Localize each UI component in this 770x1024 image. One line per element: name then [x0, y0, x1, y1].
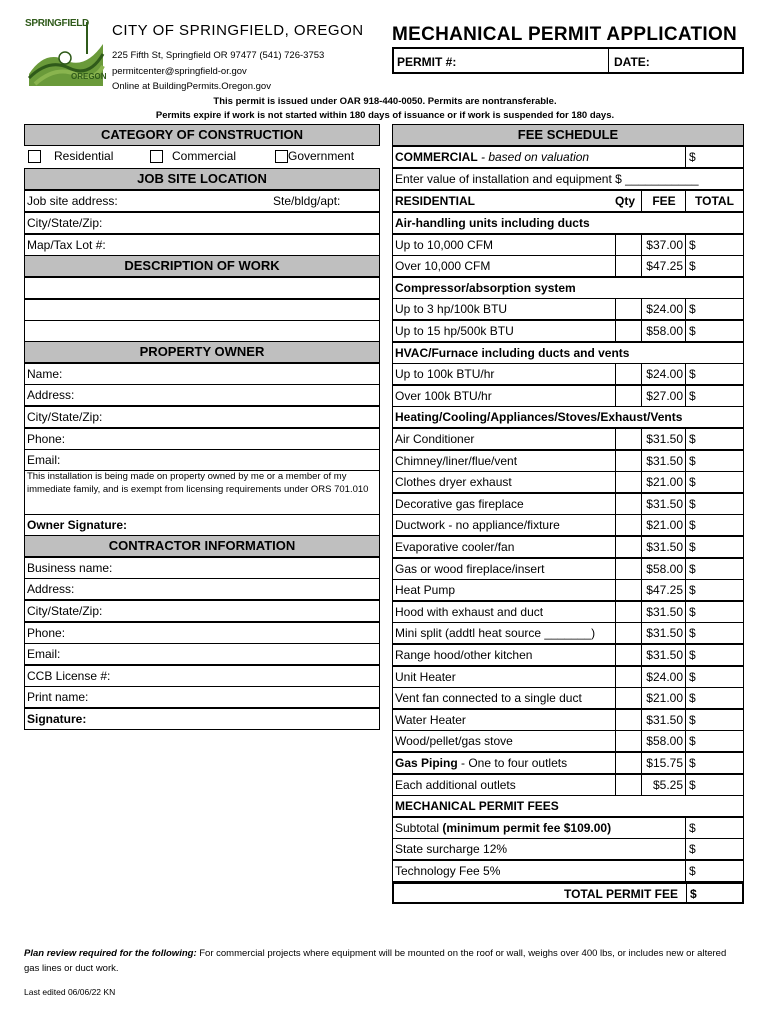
- total-field[interactable]: $: [685, 580, 743, 600]
- subtotal-label: Subtotal: [395, 821, 443, 835]
- owner-exempt-statement: This installation is being made on property owned by me or a member of my immediate family, and is exempt from licensing requirements under ORS 701.010: [24, 469, 380, 515]
- contractor-city-field[interactable]: [24, 600, 380, 622]
- city-address: 225 Fifth St, Springfield OR 97477 (541) 726-3753: [112, 50, 325, 61]
- fee-schedule-header: FEE SCHEDULE: [392, 124, 744, 146]
- fee-row: [392, 709, 744, 731]
- fee-row: [392, 579, 744, 601]
- fee-item-label: Up to 3 hp/100k BTU: [395, 302, 508, 316]
- additional-outlets-row: [392, 774, 744, 796]
- city-title: CITY OF SPRINGFIELD, OREGON: [112, 22, 364, 39]
- total-field[interactable]: $: [685, 235, 743, 255]
- map-tax-lot-label: Map/Tax Lot #:: [27, 238, 106, 252]
- fee-item-label: Evaporative cooler/fan: [395, 540, 515, 554]
- jobsite-city-label: City/State/Zip:: [27, 216, 103, 230]
- fee-item-label: Over 10,000 CFM: [395, 259, 491, 273]
- logo-text-top: SPRINGFIELD: [25, 18, 89, 29]
- fee-amount: $31.50: [641, 645, 685, 665]
- qty-field[interactable]: [615, 494, 644, 514]
- qty-field[interactable]: [615, 299, 644, 319]
- owner-name-field[interactable]: [24, 363, 380, 385]
- fee-item-label: Up to 10,000 CFM: [395, 238, 494, 252]
- fee-amount: $24.00: [641, 667, 685, 687]
- total-field[interactable]: $: [685, 731, 743, 751]
- category-header: CATEGORY OF CONSTRUCTION: [24, 124, 380, 146]
- state-surcharge-field[interactable]: $: [685, 839, 743, 859]
- total-field[interactable]: $: [685, 472, 743, 492]
- fee-row: [392, 320, 744, 342]
- fee-amount: $58.00: [641, 559, 685, 579]
- business-name-label: Business name:: [27, 561, 113, 575]
- qty-field[interactable]: [615, 580, 644, 600]
- fee-item-label: Hood with exhaust and duct: [395, 605, 544, 619]
- total-permit-fee-field[interactable]: $: [686, 884, 742, 902]
- total-field[interactable]: $: [685, 364, 743, 384]
- total-field[interactable]: $: [685, 602, 743, 622]
- notice-line-2: Permits expire if work is not started within 180 days of issuance or if work is suspended for 180 days.: [155, 110, 615, 121]
- qty-field[interactable]: [615, 537, 644, 557]
- fee-item-label: Up to 100k BTU/hr: [395, 367, 495, 381]
- owner-phone-label: Phone:: [27, 432, 66, 446]
- fee-amount: $31.50: [641, 429, 685, 449]
- total-field[interactable]: $: [685, 623, 743, 643]
- section-title-row: [392, 406, 744, 428]
- city-email: permitcenter@springfield-or.gov: [112, 66, 247, 77]
- fee-item-label: Mini split (addtl heat source _______): [395, 626, 596, 640]
- description-line-3[interactable]: [24, 320, 380, 342]
- contractor-email-field[interactable]: [24, 643, 380, 665]
- owner-header: PROPERTY OWNER: [24, 341, 380, 363]
- owner-address-field[interactable]: [24, 384, 380, 406]
- fee-amount: $31.50: [641, 602, 685, 622]
- fee-row: [392, 471, 744, 493]
- state-surcharge-label: State surcharge 12%: [395, 842, 508, 856]
- contractor-phone-field[interactable]: [24, 622, 380, 644]
- total-field[interactable]: $: [685, 515, 743, 535]
- fee-item-label: Over 100k BTU/hr: [395, 389, 492, 403]
- qty-field[interactable]: [615, 472, 644, 492]
- fee-item-label: Chimney/liner/flue/vent: [395, 454, 518, 468]
- fee-row: [392, 687, 744, 709]
- qty-field[interactable]: [615, 429, 644, 449]
- fee-item-label: Ductwork - no appliance/fixture: [395, 518, 560, 532]
- qty-field[interactable]: [615, 515, 644, 535]
- gas-piping-label: Gas Piping: [395, 756, 458, 770]
- qty-field[interactable]: [615, 688, 644, 708]
- description-line-1[interactable]: [24, 277, 380, 299]
- fee-row: [392, 514, 744, 536]
- job-site-address-label: Job site address:: [27, 194, 118, 208]
- section-title-row: [392, 342, 744, 364]
- total-field[interactable]: $: [685, 775, 743, 795]
- fee-amount: $31.50: [641, 494, 685, 514]
- fee-row: [392, 298, 744, 320]
- fee-row: [392, 428, 744, 450]
- fee-amount: $21.00: [641, 515, 685, 535]
- commercial-label: COMMERCIAL: [395, 150, 478, 164]
- state-surcharge-row: [392, 838, 744, 860]
- fee-amount: $15.75: [641, 753, 685, 773]
- fee-row: [392, 666, 744, 688]
- enter-value-row[interactable]: [392, 168, 744, 190]
- ste-bldg-label: Ste/bldg/apt:: [273, 194, 341, 208]
- qty-field[interactable]: [615, 559, 644, 579]
- jobsite-header: JOB SITE LOCATION: [24, 168, 380, 190]
- fee-item-label: Wood/pellet/gas stove: [395, 734, 513, 748]
- description-line-2[interactable]: [24, 299, 380, 321]
- commercial-label: Commercial: [172, 149, 237, 163]
- additional-outlets-label: Each additional outlets: [395, 778, 516, 792]
- fee-row: [392, 558, 744, 580]
- residential-label: Residential: [54, 149, 114, 163]
- total-field[interactable]: $: [685, 667, 743, 687]
- fee-item-label: Air Conditioner: [395, 432, 475, 446]
- fee-row: [392, 493, 744, 515]
- print-name-field[interactable]: [24, 686, 380, 708]
- qty-field[interactable]: [615, 386, 644, 406]
- total-field[interactable]: $: [685, 451, 743, 471]
- commercial-note: - based on valuation: [477, 150, 590, 164]
- fee-amount: $58.00: [641, 321, 685, 341]
- total-field[interactable]: $: [685, 559, 743, 579]
- section-title: Compressor/absorption system: [395, 281, 576, 295]
- fee-amount: $24.00: [641, 299, 685, 319]
- fee-item-label: Unit Heater: [395, 670, 456, 684]
- mech-fees-title-row: [392, 795, 744, 817]
- total-field[interactable]: $: [685, 753, 743, 773]
- government-label: Government: [288, 149, 355, 163]
- qty-field[interactable]: [615, 710, 644, 730]
- total-permit-fee-label: TOTAL PERMIT FEE: [563, 887, 678, 901]
- business-name-field[interactable]: [24, 557, 380, 579]
- owner-email-label: Email:: [27, 453, 61, 467]
- residential-checkbox[interactable]: [28, 148, 53, 168]
- fee-row: [392, 536, 744, 558]
- contractor-signature-label: Signature:: [27, 712, 87, 726]
- total-field[interactable]: $: [685, 429, 743, 449]
- total-column-header: TOTAL: [685, 191, 743, 211]
- qty-column-header: Qty: [614, 194, 635, 208]
- contractor-email-label: Email:: [27, 647, 61, 661]
- qty-field[interactable]: [615, 451, 644, 471]
- fee-amount: $47.25: [641, 580, 685, 600]
- qty-field[interactable]: [615, 602, 644, 622]
- fee-item-label: Clothes dryer exhaust: [395, 475, 512, 489]
- job-site-address-field[interactable]: [24, 190, 380, 212]
- fee-amount: $27.00: [641, 386, 685, 406]
- total-field[interactable]: $: [685, 256, 743, 276]
- qty-field[interactable]: [615, 364, 644, 384]
- qty-field[interactable]: [615, 753, 644, 773]
- fee-amount: $58.00: [641, 731, 685, 751]
- city-online: Online at BuildingPermits.Oregon.gov: [112, 81, 271, 92]
- fee-item-label: Range hood/other kitchen: [395, 648, 533, 662]
- tech-fee-label: Technology Fee 5%: [395, 864, 501, 878]
- fee-item-label: Heat Pump: [395, 583, 456, 597]
- fee-item-label: Vent fan connected to a single duct: [395, 691, 582, 705]
- tech-fee-row: [392, 860, 744, 882]
- date-label: DATE:: [614, 55, 650, 69]
- section-title-row: [392, 212, 744, 234]
- total-field[interactable]: $: [685, 645, 743, 665]
- fee-row: [392, 234, 744, 256]
- fee-row: [392, 730, 744, 752]
- fee-row: [392, 450, 744, 472]
- owner-email-field[interactable]: [24, 449, 380, 471]
- owner-signature-label: Owner Signature:: [27, 518, 128, 532]
- owner-phone-field[interactable]: [24, 428, 380, 450]
- page-title: MECHANICAL PERMIT APPLICATION: [392, 24, 738, 45]
- qty-field[interactable]: [615, 623, 644, 643]
- qty-field[interactable]: [615, 321, 644, 341]
- fee-amount: $5.25: [641, 775, 685, 795]
- total-field[interactable]: $: [685, 386, 743, 406]
- fee-amount: $47.25: [641, 256, 685, 276]
- total-field[interactable]: $: [685, 537, 743, 557]
- fee-amount: $37.00: [641, 235, 685, 255]
- category-options: [24, 146, 380, 168]
- fee-item-label: Gas or wood fireplace/insert: [395, 562, 545, 576]
- total-permit-fee-row: [392, 882, 744, 904]
- print-name-label: Print name:: [27, 690, 89, 704]
- total-field[interactable]: $: [685, 494, 743, 514]
- total-field[interactable]: $: [685, 710, 743, 730]
- plan-review-text: For commercial projects where equipment will be mounted on the roof or wall, weighs over 400 lbs, or includes new or altered gas lines or duct work.: [24, 948, 727, 974]
- fee-row: [392, 601, 744, 623]
- fee-row: [392, 385, 744, 407]
- map-tax-lot-field[interactable]: [24, 234, 380, 256]
- qty-field[interactable]: [615, 235, 644, 255]
- plan-review-note: [24, 946, 744, 976]
- jobsite-city-field[interactable]: [24, 212, 380, 234]
- ccb-license-label: CCB License #:: [27, 669, 111, 683]
- qty-field[interactable]: [615, 667, 644, 687]
- fee-amount: $21.00: [641, 688, 685, 708]
- fee-amount: $31.50: [641, 451, 685, 471]
- contractor-header: CONTRACTOR INFORMATION: [24, 535, 380, 557]
- fee-row: [392, 255, 744, 277]
- owner-name-label: Name:: [27, 367, 63, 381]
- fee-item-label: Decorative gas fireplace: [395, 497, 524, 511]
- subtotal-row: [392, 817, 744, 839]
- notice-line-1: This permit is issued under OAR 918-440-0050. Permits are nontransferable.: [213, 96, 557, 107]
- contractor-signature-field[interactable]: [24, 708, 380, 730]
- subtotal-field[interactable]: $: [685, 818, 743, 838]
- fee-amount: $31.50: [641, 537, 685, 557]
- section-title-row: [392, 277, 744, 299]
- enter-value-label: Enter value of installation and equipment $ ___________: [395, 172, 699, 186]
- qty-field[interactable]: [615, 256, 644, 276]
- contractor-phone-label: Phone:: [27, 626, 66, 640]
- permit-date-box: [392, 47, 744, 74]
- section-title: Heating/Cooling/Appliances/Stoves/Exhaust/Vents: [395, 410, 683, 424]
- fee-row: [392, 363, 744, 385]
- owner-signature-field[interactable]: [24, 514, 380, 536]
- permit-number-label: PERMIT #:: [397, 55, 457, 69]
- logo-text-bottom: OREGON: [71, 72, 107, 81]
- contractor-address-label: Address:: [27, 582, 75, 596]
- owner-city-field[interactable]: [24, 406, 380, 428]
- total-field[interactable]: $: [685, 321, 743, 341]
- contractor-address-field[interactable]: [24, 578, 380, 600]
- fee-column-header: FEE: [641, 191, 686, 211]
- subtotal-minimum: (minimum permit fee $109.00): [442, 821, 612, 835]
- residential-label: RESIDENTIAL: [395, 194, 476, 208]
- description-header: DESCRIPTION OF WORK: [24, 255, 380, 277]
- residential-header-row: [392, 190, 744, 212]
- last-edited: Last edited 06/06/22 KN: [24, 987, 116, 997]
- gas-piping-row: [392, 752, 744, 774]
- owner-city-label: City/State/Zip:: [27, 410, 103, 424]
- owner-address-label: Address:: [27, 388, 75, 402]
- qty-field[interactable]: [615, 775, 644, 795]
- fee-item-label: Up to 15 hp/500k BTU: [395, 324, 514, 338]
- tech-fee-field[interactable]: $: [685, 861, 743, 881]
- mech-fees-title: MECHANICAL PERMIT FEES: [395, 799, 559, 813]
- contractor-city-label: City/State/Zip:: [27, 604, 103, 618]
- qty-field[interactable]: [615, 645, 644, 665]
- fee-item-label: Water Heater: [395, 713, 466, 727]
- section-title: Air-handling units including ducts: [395, 216, 590, 230]
- government-checkbox[interactable]: [275, 148, 288, 168]
- commercial-row: [392, 146, 744, 168]
- total-field[interactable]: $: [685, 688, 743, 708]
- fee-amount: $31.50: [641, 623, 685, 643]
- ccb-license-field[interactable]: [24, 665, 380, 687]
- fee-amount: $24.00: [641, 364, 685, 384]
- fee-row: [392, 622, 744, 644]
- plan-review-bold: Plan review required for the following:: [24, 948, 197, 959]
- gas-piping-note: - One to four outlets: [457, 756, 568, 770]
- commercial-total-field[interactable]: $: [685, 147, 743, 167]
- fee-amount: $21.00: [641, 472, 685, 492]
- fee-amount: $31.50: [641, 710, 685, 730]
- total-field[interactable]: $: [685, 299, 743, 319]
- city-logo: [25, 14, 105, 86]
- qty-field[interactable]: [615, 731, 644, 751]
- fee-row: [392, 644, 744, 666]
- section-title: HVAC/Furnace including ducts and vents: [395, 346, 630, 360]
